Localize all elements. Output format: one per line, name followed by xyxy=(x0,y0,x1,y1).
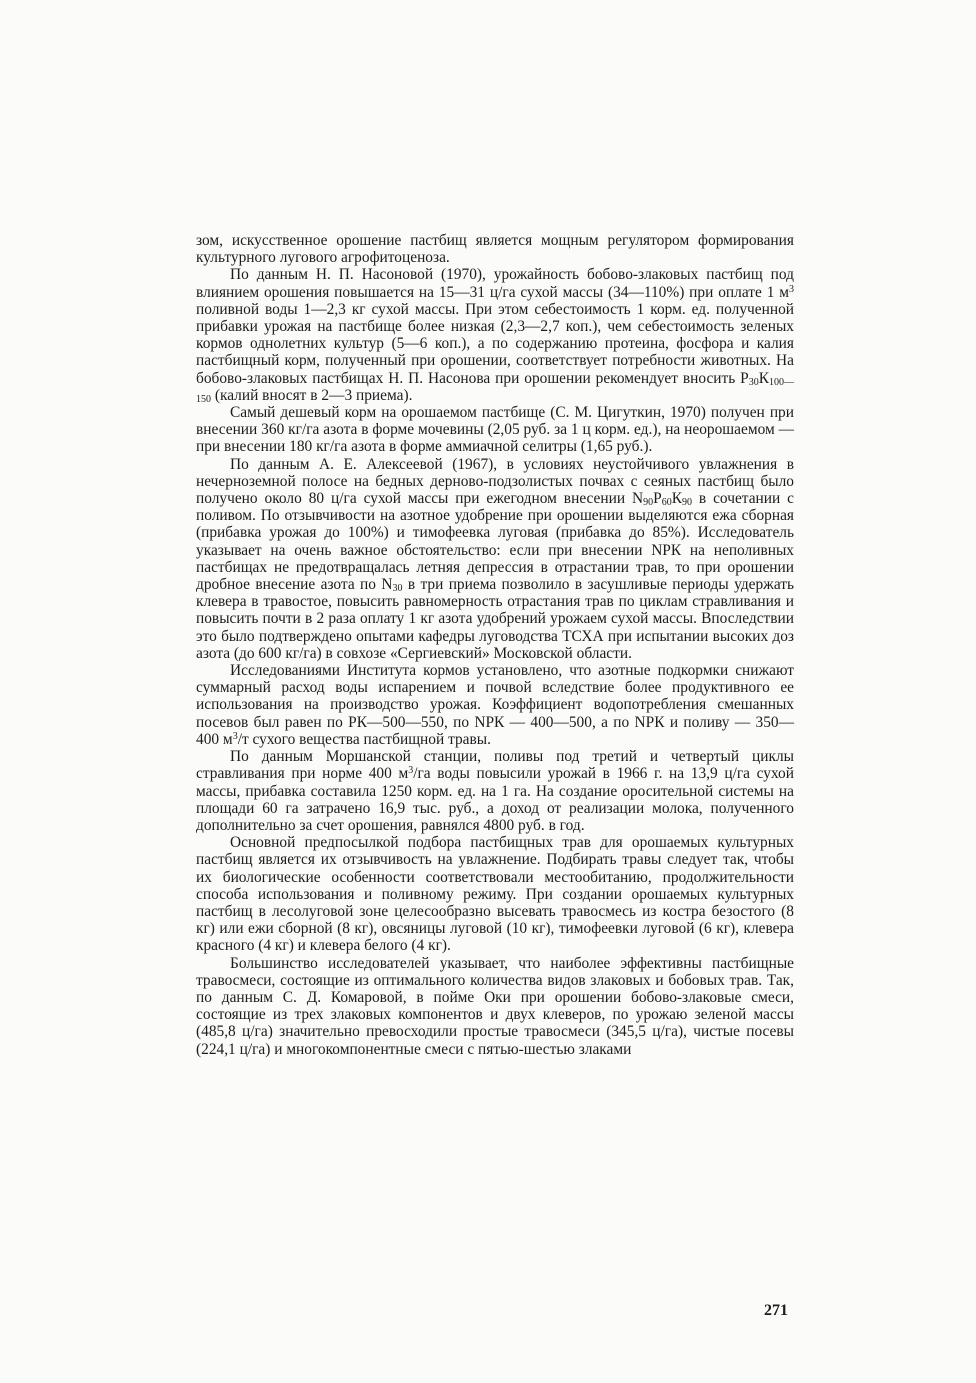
text-run: Самый дешевый корм на орошаемом пастбище (С. М. Цигуткин, 1970) получен при внесении 360 кг/га азота в форме мочевины (2,05 руб. за 1 ц корм. ед.), на неорошаемом — при внесении 180 кг/га азота в форме аммиачной селитры (1,65 руб.). xyxy=(196,404,794,456)
paragraph-p2 xyxy=(196,266,794,404)
superscript: 3 xyxy=(408,765,414,777)
text-run: зом, искусственное орошение пастбищ является мощным регулятором формирования культурного лугового агрофитоценоза. xyxy=(196,232,794,267)
subscript: 90 xyxy=(681,497,692,509)
text-run: /т сухого вещества пастбищной травы. xyxy=(237,730,491,748)
subscript: 60 xyxy=(661,497,672,509)
page-number: 271 xyxy=(764,1302,788,1319)
text-run: Большинство исследователей указывает, что наиболее эффективны пастбищные травосмеси, состоящие из оптимального количества видов злаковых и бобовых трав. Так, по данным С. Д. Комаровой, в пойме Оки при орошении бобово-злаковые смеси, состоящие из трех злаковых компонентов и двух клеверов, по урожаю зеленой массы (485,8 ц/га) значительно превосходили простые травосмеси (345,5 ц/га), чистые посевы (224,1 ц/га) и многокомпонентные смеси с пятью-шестью злаками xyxy=(196,954,794,1058)
text-run: По данным Моршанской станции, поливы под третий и четвертый циклы стравливания при норме 400 м xyxy=(196,748,794,783)
body-text xyxy=(196,232,794,1058)
paragraph-p1 xyxy=(196,232,794,266)
paragraph-p3 xyxy=(196,404,794,456)
subscript: 30 xyxy=(748,376,759,388)
text-run: Р xyxy=(653,490,662,508)
text-run: По данным А. Е. Алексеевой (1967), в условиях неустойчивого увлажнения в нечерноземной полосе на бедных дерново-подзолистых почвах с сеяных пастбищ было получено около 80 ц/га сухой массы при ежегодном внесении N xyxy=(196,455,794,508)
text-run: (калий вносят в 2—3 приема). xyxy=(211,386,413,404)
text-run: По данным Н. П. Насоновой (1970), урожайность бобово-злаковых пастбищ под влиянием орошения повышается на 15—31 ц/га сухой массы (34—110%) при оплате 1 м xyxy=(196,266,794,301)
subscript: 90 xyxy=(643,497,654,509)
superscript: 3 xyxy=(232,730,238,742)
text-run: К xyxy=(758,369,769,387)
text-run: поливной воды 1—2,3 кг сухой массы. При этом себестоимость 1 корм. ед. полученной прибавки урожая на пастбище более низкая (2,3—2,7 коп.), чем себестоимость зеленых кормов однолетних культур (5—6 коп.), а по содержанию протеина, фосфора и калия пастбищный корм, полученный при орошении, соответствует потребности животных. На бобово-злаковых пастбищах Н. П. Насонова при орошении рекомендует вносить Р xyxy=(196,300,794,387)
subscript: 30 xyxy=(392,583,403,595)
text-run: в сочетании с поливом. По отзывчивости на азотное удобрение при орошении выделяются ежа сборная (прибавка урожая до 100%) и тимофеевка луговая (прибавка до 85%). Исследователь указывает на очень важное обстоятельство: если при внесении NPК на неполивных пастбищах не предотвращалась летняя депрессия в отрастании трав, то при орошении дробное внесение азота по N xyxy=(196,490,795,594)
text-run: Исследованиями Института кормов установлено, что азотные подкормки снижают суммарный расход воды испарением и почвой вследствие более продуктивного ее использования на производство урожая. Коэффициент водопотребления смешанных посевов был равен по РК—500—550, по NPК — 400—500, а по NPК и поливу — 350—400 м xyxy=(196,662,794,748)
text-run: /га воды повысили урожай в 1966 г. на 13,9 ц/га сухой массы, прибавка составила 1250 корм. ед. на 1 га. На создание оросительной системы на площади 60 га затрачено 16,9 тыс. руб., а доход от реализации молока, полученного дополнительно за счет орошения, равнялся 4800 руб. в год. xyxy=(196,765,794,834)
text-run: К xyxy=(671,490,682,508)
superscript: 3 xyxy=(789,283,794,295)
paragraph-p7 xyxy=(196,834,794,954)
subscript: 100—150 xyxy=(196,376,794,405)
text-run: Основной предпосылкой подбора пастбищных трав для орошаемых культурных пастбищ является их отзывчивость на увлажнение. Подбирать травы следует так, чтобы их биологические особенности соответствовали местообитанию, продолжительности способа использования и поливному режиму. При создании орошаемых культурных пастбищ в лесолуговой зоне целесообразно высевать травосмесь из костра безостого (8 кг) или ежи сборной (8 кг), овсяницы луговой (10 кг), тимофеевки луговой (6 кг), клевера красного (4 кг) и клевера белого (4 кг). xyxy=(196,834,794,955)
paragraph-p4 xyxy=(196,456,794,662)
paragraph-p8 xyxy=(196,955,794,1058)
text-run: в три приема позволило в засушливые периоды удержать клевера в травостое, повысить равномерность отрастания трав по циклам стравливания и повысить почти в 2 раза оплату 1 кг азота удобрений урожаем сухой массы. Впоследствии это было подтверждено опытами кафедры луговодства ТСХА при испытании высоких доз азота (до 600 кг/га) в совхозе «Сергиевский» Московской области. xyxy=(196,576,794,662)
paragraph-p5 xyxy=(196,662,794,748)
paragraph-p6 xyxy=(196,748,794,834)
